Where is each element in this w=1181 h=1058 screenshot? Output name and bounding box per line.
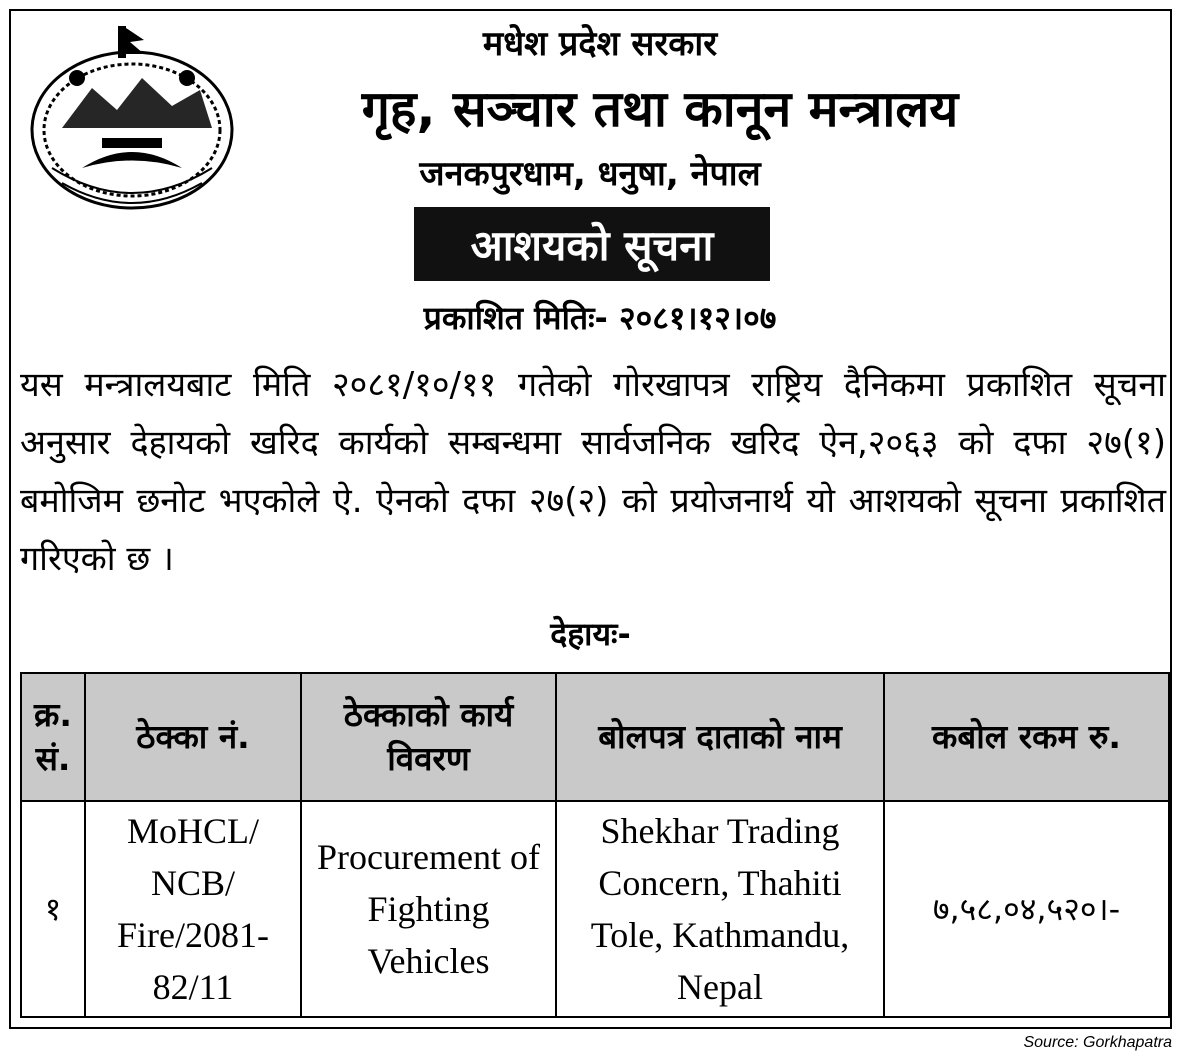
cell-bidder: Shekhar Trading Concern, Thahiti Tole, Kathmandu, Nepal xyxy=(556,801,884,1017)
column-header-sn: क्र. सं. xyxy=(21,673,85,801)
province-government-heading: मधेश प्रदेश सरकार xyxy=(482,24,718,64)
notice-title: आशयको सूचना xyxy=(414,207,770,281)
cell-amount: ७,५८,०४,५२०।- xyxy=(884,801,1169,1017)
government-emblem xyxy=(22,18,242,218)
cell-contract-no: MoHCL/ NCB/ Fire/2081- 82/11 xyxy=(85,801,301,1017)
cell-description: Procurement of Fighting Vehicles xyxy=(301,801,556,1017)
list-heading: देहायः- xyxy=(550,615,631,653)
ministry-name: गृह, सञ्चार तथा कानून मन्त्रालय xyxy=(361,80,959,138)
column-header-bidder: बोलपत्र दाताको नाम xyxy=(556,673,884,801)
table-header-row xyxy=(21,673,1169,801)
notice-body: यस मन्त्रालयबाट मिति २०८१/१०/११ गतेको गोरखापत्र राष्ट्रिय दैनिकमा प्रकाशित सूचना अनुसार देहायको खरिद कार्यको सम्बन्धमा सार्वजनिक खरिद ऐन,२०६३ को दफा २७(१) बमोजिम छनोट भएकोले ऐ. ऐनको दफा २७(२) को प्रयोजनार्थ यो आशयको सूचना प्रकाशित गरिएको छ । xyxy=(20,365,1166,579)
source-credit: Source: Gorkhapatra xyxy=(1023,1034,1172,1051)
award-table xyxy=(20,672,1170,1018)
ministry-address: जनकपुरधाम, धनुषा, नेपाल xyxy=(419,154,761,194)
column-header-contract-no: ठेक्का नं. xyxy=(85,673,301,801)
table-row xyxy=(21,801,1169,1017)
column-header-amount: कबोल रकम रु. xyxy=(884,673,1169,801)
cell-sn: १ xyxy=(21,801,85,1017)
published-date: प्रकाशित मितिः- २०८१।१२।०७ xyxy=(423,299,777,337)
column-header-description: ठेक्काको कार्य विवरण xyxy=(301,673,556,801)
